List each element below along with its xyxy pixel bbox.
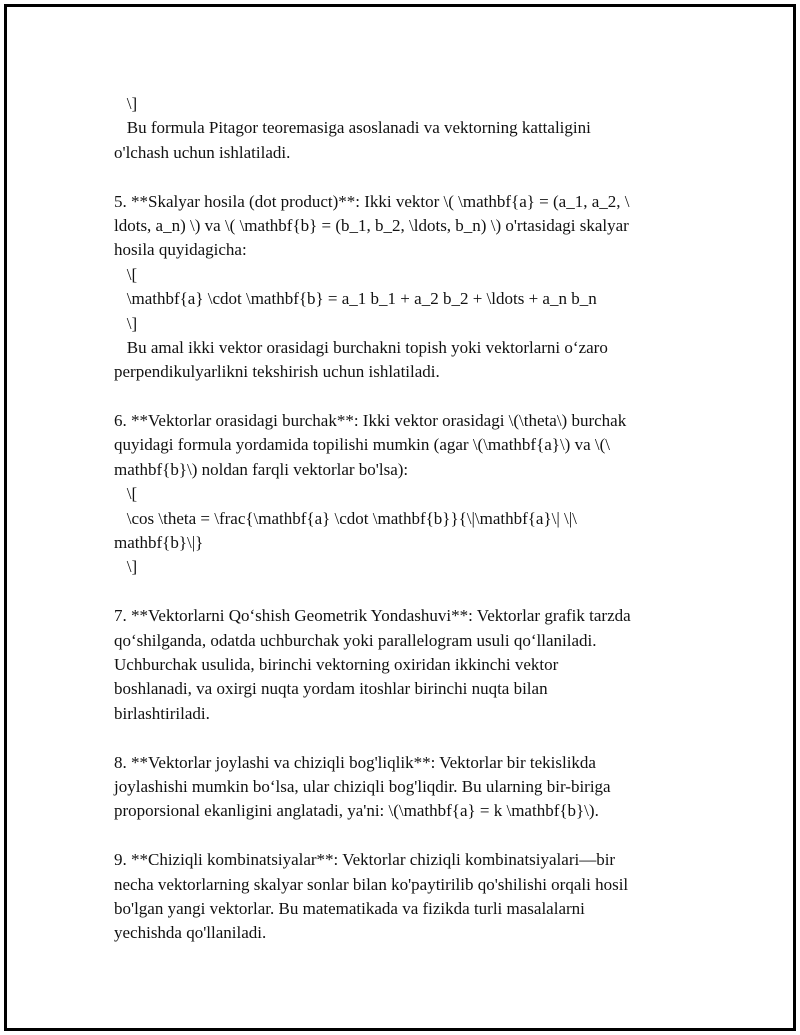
text-line: Bu amal ikki vektor orasidagi burchakni topish yoki vektorlarni o‘zaro [114, 337, 608, 357]
text-line: o'lchash uchun ishlatiladi. [114, 142, 291, 162]
document-body [114, 92, 704, 946]
text-line: 9. **Chiziqli kombinatsiyalar**: Vektorlar chiziqli kombinatsiyalari—bir [114, 850, 616, 870]
text-line: bo'lgan yangi vektorlar. Bu matematikada va fizikda turli masalalarni [114, 898, 585, 918]
blank-line [114, 580, 704, 604]
text-line: Bu formula Pitagor teoremasiga asoslanadi va vektorning kattaligini [114, 118, 591, 138]
text-line: quyidagi formula yordamida topilishi mumkin (agar \(\mathbf{a}\) va \(\ [114, 435, 610, 455]
blank-line [114, 726, 704, 750]
text-line: proporsional ekanligini anglatadi, ya'ni: \(\mathbf{a} = k \mathbf{b}\). [114, 801, 599, 821]
blank-line [114, 824, 704, 848]
text-line: hosila quyidagicha: [114, 240, 247, 260]
text-line: necha vektorlarning skalyar sonlar bilan ko'paytirilib qo'shilishi orqali hosil [114, 874, 629, 894]
text-line: 8. **Vektorlar joylashi va chiziqli bog'liqlik**: Vektorlar bir tekislikda [114, 752, 596, 772]
text-line: \] [114, 94, 138, 113]
text-line: \mathbf{a} \cdot \mathbf{b} = a_1 b_1 + a_2 b_2 + \ldots + a_n b_n [114, 289, 597, 309]
text-line: qo‘shilganda, odatda uchburchak yoki parallelogram usuli qo‘llaniladi. [114, 630, 597, 650]
text-line: 6. **Vektorlar orasidagi burchak**: Ikki vektor orasidagi \(\theta\) burchak [114, 411, 627, 431]
text-line: boshlanadi, va oxirgi nuqta yordam itoshlar birinchi nuqta bilan [114, 679, 548, 699]
text-line: mathbf{b}\) noldan farqli vektorlar bo'lsa): [114, 459, 409, 479]
text-line: 7. **Vektorlarni Qo‘shish Geometrik Yondashuvi**: Vektorlar grafik tarzda [114, 606, 631, 626]
text-line: 5. **Skalyar hosila (dot product)**: Ikki vektor \( \mathbf{a} = (a_1, a_2, \ [114, 191, 630, 211]
text-line: \[ [114, 264, 138, 284]
text-line: birlashtiriladi. [114, 703, 210, 723]
blank-line [114, 385, 704, 409]
text-line: joylashishi mumkin bo‘lsa, ular chiziqli bog'liqdir. Bu ularning bir-biriga [114, 776, 611, 796]
text-line: \] [114, 557, 138, 577]
text-line: \[ [114, 484, 138, 504]
blank-line [114, 165, 704, 189]
text-line: mathbf{b}\|} [114, 533, 204, 553]
text-line: perpendikulyarlikni tekshirish uchun ishlatiladi. [114, 362, 440, 382]
text-line: Uchburchak usulida, birinchi vektorning oxiridan ikkinchi vektor [114, 654, 559, 674]
text-line: \] [114, 313, 138, 333]
text-line: yechishda qo'llaniladi. [114, 923, 267, 943]
text-line: ldots, a_n) \) va \( \mathbf{b} = (b_1, b_2, \ldots, b_n) \) o'rtasidagi skalyar [114, 215, 629, 235]
text-line: \cos \theta = \frac{\mathbf{a} \cdot \mathbf{b}}{\|\mathbf{a}\| \|\ [114, 508, 577, 528]
